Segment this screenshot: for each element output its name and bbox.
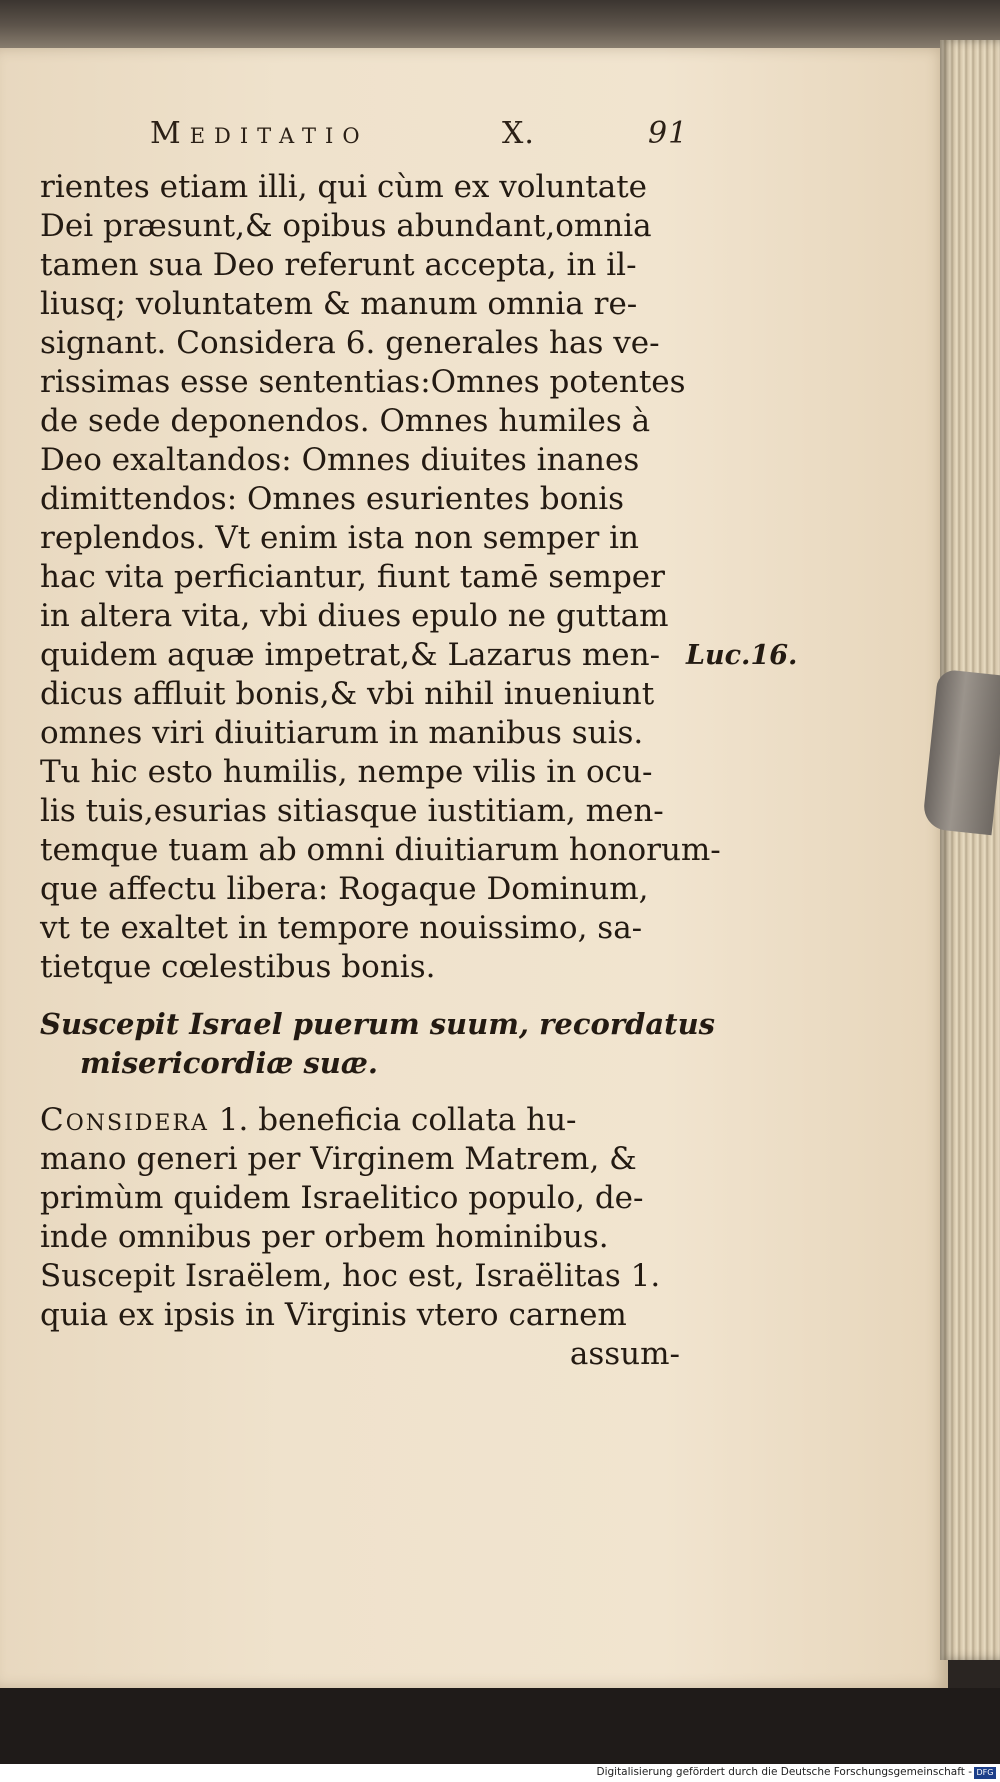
section-line: primùm quidem Israelitico populo, de-	[40, 1180, 644, 1216]
body-line: replendos. Vt enim ista non semper in	[40, 520, 639, 556]
section-lead-word: Considera	[40, 1102, 209, 1138]
body-line: rientes etiam illi, qui cùm ex voluntate	[40, 169, 648, 205]
section-line: Suscepit Israëlem, hoc est, Israëlitas 1.	[40, 1258, 661, 1294]
verse-line: Suscepit Israel puerum suum, recordatus	[40, 1007, 715, 1041]
catchword: assum-	[569, 1336, 680, 1372]
section-first-line-rest: 1. beneficia collata hu-	[208, 1102, 577, 1138]
section-paragraph	[40, 1101, 680, 1335]
body-line: Dei præsunt,& opibus abundant,omnia	[40, 208, 652, 244]
body-line: Tu hic esto humilis, nempe vilis in ocu-	[40, 754, 653, 790]
margin-note: Luc.16.	[686, 640, 798, 671]
body-line: de sede deponendos. Omnes humiles à	[40, 403, 651, 439]
footer-credit: Digitalisierung gefördert durch die Deutsche Forschungsgemeinschaft -	[596, 1766, 972, 1778]
body-line: dimittendos: Omnes esurientes bonis	[40, 481, 625, 517]
footer-bar	[0, 1764, 1000, 1782]
body-paragraph	[40, 168, 721, 987]
verse-line: misericordiæ suæ.	[80, 1046, 378, 1080]
body-line: Deo exaltandos: Omnes diuites inanes	[40, 442, 640, 478]
body-line: signant. Considera 6. generales has ve-	[40, 325, 660, 361]
body-line: que affectu libera: Rogaque Dominum,	[40, 871, 649, 907]
scan-background	[0, 1688, 1000, 1764]
verse-quote	[40, 1005, 715, 1083]
page-body	[40, 168, 721, 1374]
body-line: temque tuam ab omni diuitiarum honorum-	[40, 832, 721, 868]
body-line: liusq; voluntatem & manum omnia re-	[40, 286, 638, 322]
body-line: vt te exaltet in tempore nouissimo, sa-	[40, 910, 643, 946]
dfg-logo: DFG	[974, 1767, 996, 1779]
body-line: omnes viri diuitiarum in manibus suis.	[40, 715, 644, 751]
body-line: rissimas esse sententias:Omnes potentes	[40, 364, 686, 400]
body-line: tietque cœlestibus bonis.	[40, 949, 436, 985]
section-line: mano generi per Virginem Matrem, &	[40, 1141, 637, 1177]
body-line: lis tuis,esurias sitiasque iustitiam, men-	[40, 793, 664, 829]
header-chapter: X.	[502, 116, 535, 151]
section-first-line	[40, 1101, 680, 1140]
section-line: quia ex ipsis in Virginis vtero carnem	[40, 1297, 627, 1333]
body-line: tamen sua Deo referunt accepta, in il-	[40, 247, 637, 283]
header-title: Meditatio	[150, 116, 369, 151]
body-line: quidem aquæ impetrat,& Lazarus men-	[40, 637, 661, 673]
page-stack-edge	[940, 40, 1000, 1660]
body-line: hac vita perficiantur, fiunt tamē semper	[40, 559, 665, 595]
body-line: in altera vita, vbi diues epulo ne guttam	[40, 598, 669, 634]
body-line: dicus affluit bonis,& vbi nihil inueniunt	[40, 676, 655, 712]
section-line: inde omnibus per orbem hominibus.	[40, 1219, 609, 1255]
running-header	[150, 112, 690, 162]
page-number: 91	[648, 116, 689, 151]
